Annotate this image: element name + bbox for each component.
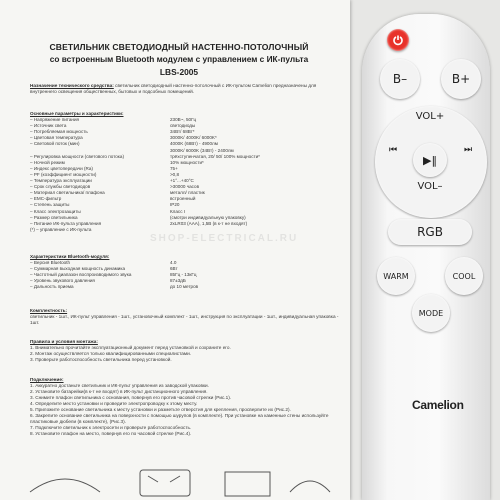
spec-key: – Регулировка мощности (светового потока) — [30, 153, 125, 159]
figure-3-sketch — [225, 472, 270, 496]
list-item: 3. Проверьте работоспособность светильника перед установкой. — [30, 357, 172, 362]
doc-title: СВЕТИЛЬНИК СВЕТОДИОДНЫЙ НАСТЕННО-ПОТОЛОЧНЫЙ — [49, 42, 309, 52]
rules-section — [30, 339, 342, 363]
spec-value: 3000K/ 4000K/ 6000K* — [170, 135, 217, 141]
list-item: 4. Определите место установки и проведите электропроводку к этому месту. — [30, 401, 198, 406]
cool-button[interactable]: COOL — [445, 257, 483, 295]
spec-key: – PF (коэффициент мощности) — [30, 171, 97, 177]
spec-value: IP20 — [170, 202, 180, 208]
volume-up-button[interactable]: VOL+ — [415, 111, 445, 122]
spec-key: – Световой поток (мин) — [30, 141, 80, 147]
kit-text: светильник - 1шт., ИК-пульт управления - 1шт., установочный комплект - 1шт., инструкция по эксплуатации - 1шт., индивидуальная упаковка - 1шт. — [30, 314, 339, 325]
spec-value: 85Гц - 13кГц — [170, 272, 197, 278]
spec-key: – Частотный диапазон воспроизводимого звука — [30, 272, 132, 278]
list-item: 7. Подключите светильник к электросети и проверьте работоспособность. — [30, 425, 192, 430]
spec-key: – Суммарная выходная мощность динамика — [30, 266, 126, 272]
power-button[interactable] — [387, 29, 409, 51]
previous-track-button[interactable] — [384, 145, 402, 155]
spec-key: – Ночной режим — [30, 159, 65, 165]
next-track-button[interactable] — [459, 145, 477, 155]
list-item: 3. Снимите плафон светильника с основания, повернув его против часовой стрелки (Рис.1). — [30, 395, 232, 400]
brand-logo: Camelion — [412, 398, 464, 412]
kit-heading: Комплектность: — [30, 308, 68, 313]
brightness-down-button[interactable]: B– — [380, 59, 420, 99]
brightness-up-button[interactable]: B+ — [441, 59, 481, 99]
bluetooth-section — [30, 254, 342, 291]
spec-value — [170, 227, 342, 233]
mode-button[interactable]: MODE — [412, 294, 450, 332]
spec-value: 87±3дБ — [170, 278, 186, 284]
spec-value: 4000K (68Вт) - 4900лм — [170, 141, 218, 147]
previous-icon: ⏮ — [388, 145, 398, 155]
spec-value: Класс I — [170, 208, 186, 214]
spec-value: 6Вт — [170, 266, 178, 272]
spec-key: – Температура эксплуатации — [30, 178, 92, 184]
spec-value: +1°...+40°С — [170, 178, 194, 184]
rgb-button[interactable]: RGB — [388, 219, 472, 245]
specs-heading: Основные параметры и характеристики: — [30, 111, 124, 116]
spec-value: светодиоды — [170, 123, 196, 129]
spec-key: – Индекс цветопередачи (Ra) — [30, 165, 93, 171]
connect-heading: Подключение: — [30, 377, 64, 382]
spec-key: – Срок службы светодиодов — [30, 184, 91, 190]
spec-value: >0,8 — [170, 171, 180, 177]
play-pause-button[interactable] — [413, 143, 447, 177]
volume-down-button[interactable]: VOL– — [417, 181, 443, 192]
list-item: 2. Монтаж осуществляется только квалифицированными специалистами. — [30, 351, 191, 356]
spec-value: 4.0 — [170, 260, 177, 266]
spec-key: – Материал светильника/ плафона — [30, 190, 105, 196]
next-icon: ⏭ — [463, 145, 473, 155]
spec-value: встроенный — [170, 196, 196, 202]
figure-4-sketch — [290, 481, 330, 492]
list-item: 1. Аккуратно достаньте светильник и ИК-пульт управления из заводской упаковки. — [30, 383, 209, 388]
warm-button[interactable]: WARM — [377, 257, 415, 295]
spec-value: (смотри индивидуальную упаковку) — [170, 214, 246, 220]
spec-value: >30000 часов — [170, 184, 200, 190]
spec-value: трёхступенчатая, 20/ 50/ 100% мощности* — [170, 153, 260, 159]
spec-value: 75+ — [170, 165, 178, 171]
watermark: SHOP-ELECTRICAL.RU — [150, 233, 299, 244]
purpose-text: светильник светодиодный настенно-потолочный с ИК-пультом Camelion предназначены для внутреннего освещения общественных, бытовых и подсобных помещений. — [30, 83, 317, 94]
spec-row — [30, 284, 342, 290]
figure-1-sketch — [30, 479, 100, 492]
spec-key: – EMC-фильтр — [30, 196, 62, 202]
spec-key: – Уровень звукового давления — [30, 278, 95, 284]
spec-key: – Питание ИК-пульта управления — [30, 220, 102, 226]
power-icon — [392, 34, 404, 46]
list-item: 6. Закрепите основание светильника на поверхности с помощью шурупов (в комплекте). При установке на каменные стены используйте пластиковые дюбели (в комплекте), (Рис.3). — [30, 413, 329, 424]
spec-key: – Степень защиты — [30, 202, 70, 208]
list-item: 2. Установите батарейки(в к-т не входят) в ИК-пульт дистанционного управления. — [30, 389, 208, 394]
installation-figures — [20, 462, 340, 500]
kit-section — [30, 308, 342, 326]
connect-section — [30, 377, 342, 437]
purpose-heading: Назначение технического средства: — [30, 83, 114, 88]
list-item: 8. Установите плафон на место, повернув его по часовой стрелке (Рис.4). — [30, 431, 192, 436]
spec-key: – Версия Bluetooth — [30, 260, 71, 266]
spec-value: до 10 метров — [170, 284, 199, 290]
spec-key: – Цветовая температура — [30, 135, 83, 141]
spec-key: – Класс электрозащиты — [30, 208, 81, 214]
rules-heading: Правила и условия монтажа: — [30, 339, 98, 344]
bt-heading: Характеристики Bluetooth-модуля: — [30, 254, 110, 259]
spec-key: – Потребляемая мощность — [30, 129, 88, 135]
doc-model: LBS-2005 — [159, 67, 199, 77]
spec-key: – Размер светильника — [30, 214, 78, 220]
specs-section — [30, 111, 342, 233]
list-item: 5. Приложите основание светильника к месту установки и разметьте отверстия для крепления, просверлите их (Рис.2). — [30, 407, 291, 412]
play-pause-icon: ▶‖ — [423, 153, 437, 167]
list-item: 1. Внимательно прочитайте эксплуатационный документ перед установкой и сохраните его. — [30, 345, 231, 350]
purpose-section — [30, 83, 342, 95]
spec-value: металл/ пластик — [170, 190, 205, 196]
spec-value: 34Вт/ 68Вт* — [170, 129, 195, 135]
spec-key: – Дальность приема — [30, 284, 74, 290]
spec-value: 2хLR03 (AAA), 1,5В (в к-т не входят) — [170, 220, 248, 226]
spec-key: – Напряжение питания — [30, 117, 79, 123]
doc-subtitle: со встроенным Bluetooth модулем с управлением с ИК-пульта — [49, 54, 309, 64]
spec-value: 230В~, 50Гц — [170, 117, 197, 123]
spec-row — [30, 227, 342, 233]
spec-key: – Источник света — [30, 123, 67, 129]
spec-value: 10% мощности* — [170, 159, 204, 165]
spec-value: 3000K/ 6000K (34Вт) - 2400лм — [170, 147, 234, 153]
spec-key: (*) – управление с ИК-пульта — [30, 226, 92, 232]
figure-2-sketch — [140, 470, 190, 496]
